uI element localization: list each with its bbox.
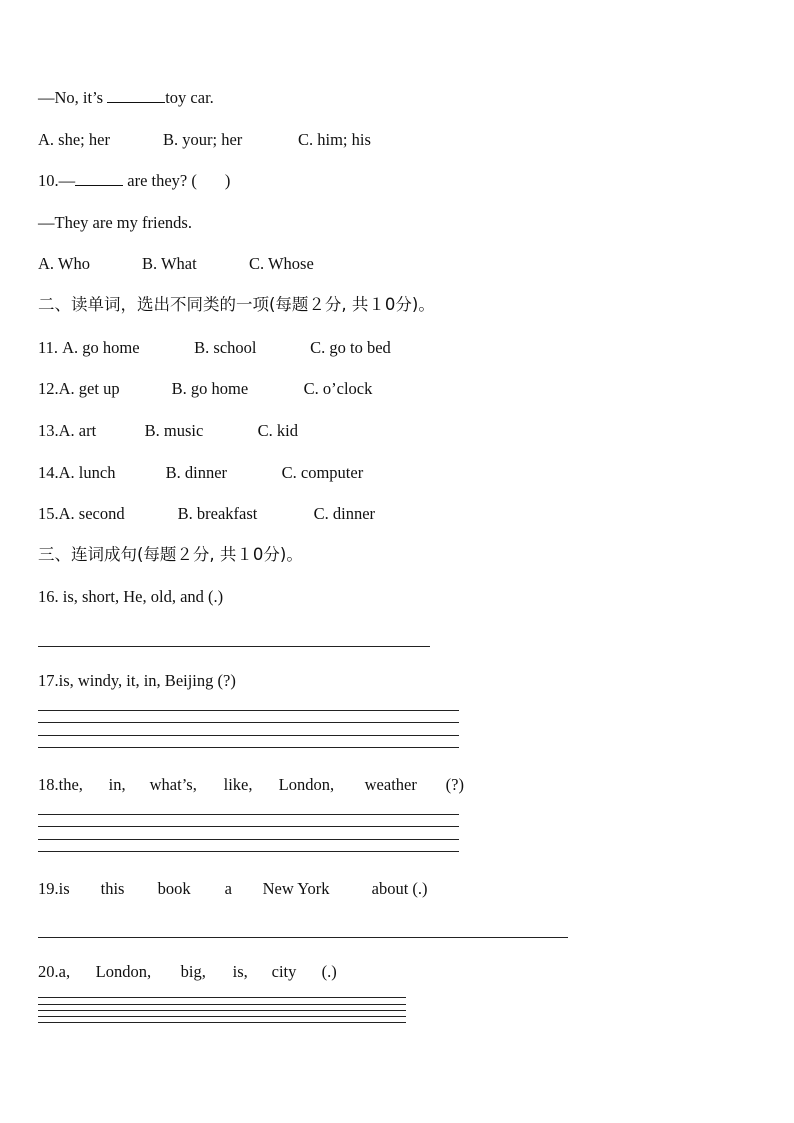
q18-answer-line-4 [38,851,459,852]
q18-answer-line-1 [38,814,459,815]
q20-answer-line-2 [38,1004,406,1005]
q14-option-c: C. computer [281,463,364,482]
q14-row [38,463,363,483]
q9-options [38,130,371,150]
q15-number: 15. [38,504,59,523]
q10-suffix: are they? ( [127,171,197,190]
q11-number: 11. [38,338,59,357]
q19-word-1: is [58,879,70,898]
q18-word-4: like, [223,775,253,794]
q20-word-1: a, [58,962,71,981]
q18-word-6: weather [364,775,417,794]
q10-options [38,254,314,274]
q15-option-c: C. dinner [313,504,376,523]
q10-answer-line: —They are my friends. [38,213,192,232]
q20-answer-line-3 [38,1010,406,1011]
q9-answer-suffix: toy car. [165,88,214,107]
q9-option-a: A. she; her [38,130,110,149]
q20-answer-line-4 [38,1016,406,1017]
section2-heading: 二、读单词，选出不同类的一项(每题２分, 共１0分)。 [38,295,435,314]
q16-number: 16. [38,587,59,606]
q14-number: 14. [38,463,59,482]
q10-question [38,171,230,191]
q16-words: is, short, He, old, and (.) [58,587,224,606]
q11-row [38,338,391,358]
q10-option-c: C. Whose [249,254,314,273]
q17-answer-line-3 [38,735,459,736]
q11-option-a: A. go home [62,338,140,357]
q13-option-a: A. art [58,421,97,440]
q17-answer-line-1 [38,710,459,711]
q18-word-7: (?) [445,775,464,794]
q12-option-a: A. get up [58,379,120,398]
q15-option-b: B. breakfast [177,504,258,523]
q20-word-6: (.) [321,962,337,981]
q12-option-c: C. o’clock [303,379,373,398]
q18-answer-line-2 [38,826,459,827]
q14-option-b: B. dinner [165,463,228,482]
q18-answer-line-3 [38,839,459,840]
section3-heading: 三、连词成句(每题２分, 共１0分)。 [38,545,303,564]
q20-word-5: city [271,962,297,981]
q9-option-b: B. your; her [163,130,243,149]
q14-option-a: A. lunch [58,463,116,482]
q10-option-a: A. Who [38,254,90,273]
q13-option-c: C. kid [257,421,298,440]
q16-answer-line [38,646,430,647]
q19-word-3: book [157,879,191,898]
q18-word-5: London, [278,775,335,794]
q19-word-2: this [100,879,125,898]
q17-row [38,671,236,691]
q20-answer-line-1 [38,997,406,998]
q16-row [38,587,223,607]
q17-answer-line-4 [38,747,459,748]
q19-answer-line [38,937,568,938]
q10-option-b: B. What [142,254,197,273]
q20-word-4: is, [232,962,248,981]
q12-number: 12. [38,379,59,398]
q18-word-2: in, [108,775,126,794]
q17-words: is, windy, it, in, Beijing (?) [58,671,236,690]
q12-row [38,379,372,399]
q13-option-b: B. music [144,421,204,440]
q19-word-6: about (.) [371,879,428,898]
q17-answer-line-2 [38,722,459,723]
q13-row [38,421,298,441]
q9-answer-line [38,88,214,108]
q20-row [38,962,337,982]
q18-word-1: the, [58,775,83,794]
q19-number: 19. [38,879,59,898]
q20-word-3: big, [180,962,206,981]
q18-number: 18. [38,775,59,794]
q9-answer-prefix: —No, it’s [38,88,104,107]
q15-row [38,504,375,524]
q13-number: 13. [38,421,59,440]
q10-close-paren: ) [224,171,231,190]
q18-word-3: what’s, [149,775,197,794]
q19-word-5: New York [262,879,330,898]
q12-option-b: B. go home [171,379,249,398]
q11-option-c: C. go to bed [310,338,391,357]
q20-number: 20. [38,962,59,981]
q11-option-b: B. school [194,338,257,357]
q10-blank [75,171,123,186]
q15-option-a: A. second [58,504,125,523]
q9-option-c: C. him; his [298,130,371,149]
q19-word-4: a [224,879,232,898]
q10-dash: — [58,171,76,190]
q20-answer-line-5 [38,1022,406,1023]
q19-row [38,879,428,899]
q9-blank [107,88,165,103]
q10-number: 10. [38,171,59,190]
q18-row [38,775,464,795]
q20-word-2: London, [95,962,152,981]
q17-number: 17. [38,671,59,690]
